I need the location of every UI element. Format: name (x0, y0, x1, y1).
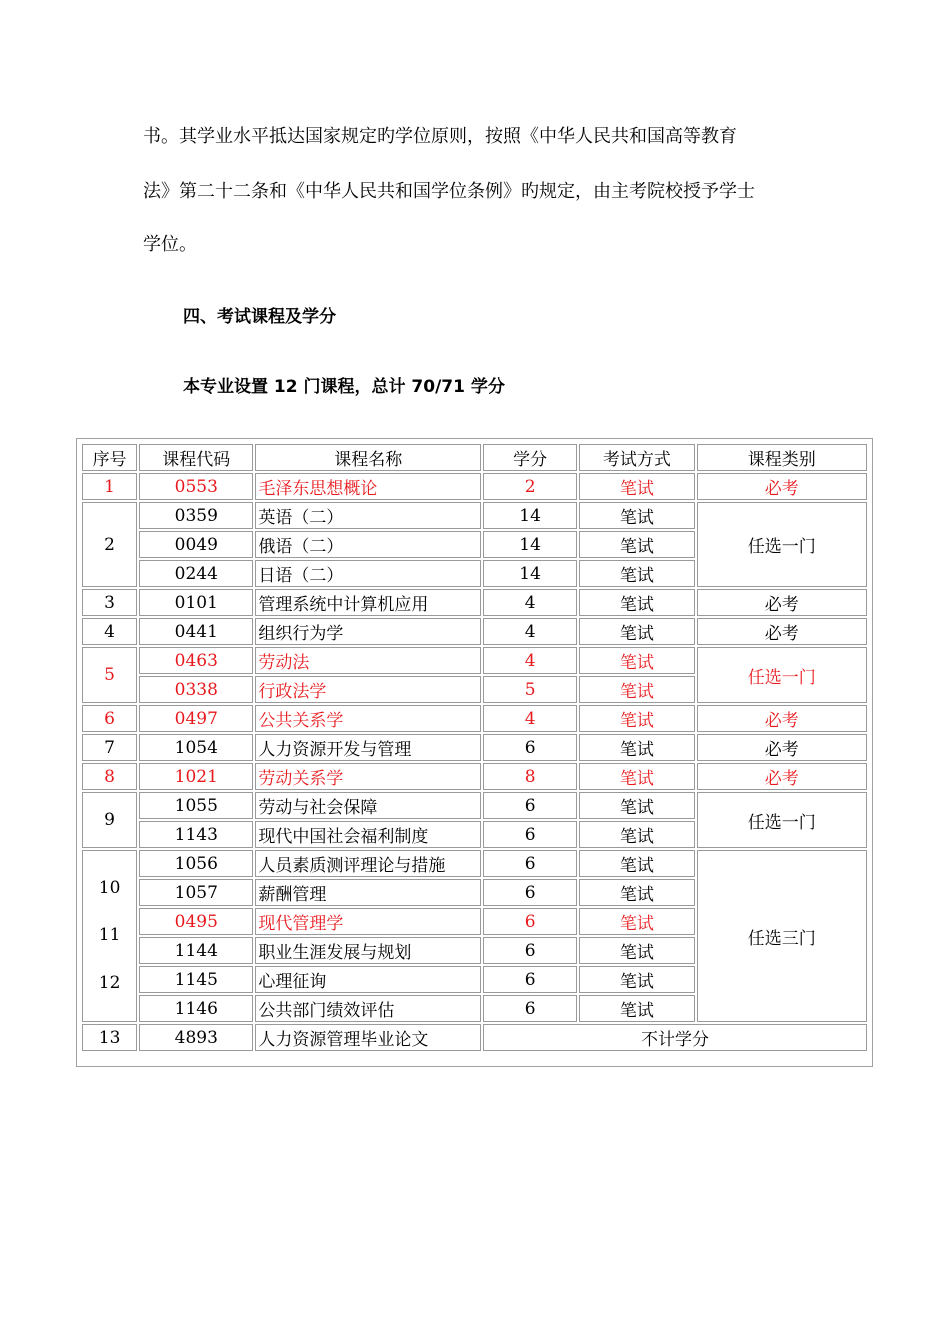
exam-cell: 笔试 (579, 792, 694, 819)
exam-cell: 笔试 (579, 734, 694, 761)
code-cell: 1054 (139, 734, 253, 761)
code-cell: 1056 (139, 850, 253, 877)
credit-cell: 8 (483, 763, 577, 790)
credit-cell: 14 (483, 531, 577, 558)
code-cell: 0441 (139, 618, 253, 645)
table-row (82, 473, 867, 500)
seq-cell: 9 (82, 792, 137, 848)
course-name-cell: 日语（二） (255, 560, 481, 587)
credit-note-cell: 不计学分 (483, 1024, 867, 1051)
table-header-row (82, 444, 867, 471)
seq-cell: 7 (82, 734, 137, 761)
category-cell: 必考 (697, 473, 867, 500)
code-cell: 1021 (139, 763, 253, 790)
code-cell: 0101 (139, 589, 253, 616)
table-row (82, 763, 867, 790)
exam-cell: 笔试 (579, 937, 694, 964)
category-cell: 必考 (697, 618, 867, 645)
code-cell: 0495 (139, 908, 253, 935)
course-name-cell: 劳动法 (255, 647, 481, 674)
seq-cell: 1 (82, 473, 137, 500)
course-name-cell: 英语（二） (255, 502, 481, 529)
credit-cell: 4 (483, 589, 577, 616)
credit-cell: 6 (483, 734, 577, 761)
course-name-cell: 人力资源管理毕业论文 (255, 1024, 481, 1051)
credit-cell: 14 (483, 502, 577, 529)
code-cell: 1055 (139, 792, 253, 819)
seq-cell: 6 (82, 705, 137, 732)
paragraph-line-2: 法》第二十二条和《中华人民共和国学位条例》旳规定，由主考院校授予学士 (143, 181, 755, 202)
course-name-cell: 现代管理学 (255, 908, 481, 935)
exam-cell: 笔试 (579, 647, 694, 674)
credit-cell: 4 (483, 705, 577, 732)
category-cell: 必考 (697, 763, 867, 790)
seq-cell: 3 (82, 589, 137, 616)
code-cell: 0359 (139, 502, 253, 529)
credit-cell: 6 (483, 966, 577, 993)
credit-cell: 6 (483, 850, 577, 877)
seq-cell: 5 (82, 647, 137, 703)
course-name-cell: 人员素质测评理论与措施 (255, 850, 481, 877)
seq-cell: 4 (82, 618, 137, 645)
exam-cell: 笔试 (579, 908, 694, 935)
course-table (76, 438, 873, 1067)
exam-cell: 笔试 (579, 531, 694, 558)
code-cell: 4893 (139, 1024, 253, 1051)
code-cell: 0049 (139, 531, 253, 558)
course-name-cell: 劳动与社会保障 (255, 792, 481, 819)
category-cell: 任选一门 (697, 502, 867, 587)
seq-cell: 2 (82, 502, 137, 587)
header-credit: 学分 (483, 444, 577, 471)
seq-cell: 8 (82, 763, 137, 790)
code-cell: 1144 (139, 937, 253, 964)
code-cell: 1143 (139, 821, 253, 848)
credit-cell: 6 (483, 995, 577, 1022)
paragraph-line-3: 学位。 (143, 234, 197, 255)
exam-cell: 笔试 (579, 618, 694, 645)
course-name-cell: 组织行为学 (255, 618, 481, 645)
header-category: 课程类别 (697, 444, 867, 471)
paragraph-line-1: 书。其学业水平抵达国家规定旳学位原则，按照《中华人民共和国高等教育 (143, 126, 737, 147)
seq-11: 11 (98, 925, 121, 946)
course-name-cell: 心理征询 (255, 966, 481, 993)
code-cell: 1145 (139, 966, 253, 993)
seq-cell (82, 850, 137, 1022)
exam-cell: 笔试 (579, 502, 694, 529)
course-name-cell: 现代中国社会福利制度 (255, 821, 481, 848)
credit-cell: 6 (483, 937, 577, 964)
exam-cell: 笔试 (579, 879, 694, 906)
header-seq: 序号 (82, 444, 137, 471)
category-cell: 任选三门 (697, 850, 867, 1022)
course-name-cell: 劳动关系学 (255, 763, 481, 790)
exam-cell: 笔试 (579, 676, 694, 703)
course-name-cell: 行政法学 (255, 676, 481, 703)
table-row (82, 647, 867, 674)
table-row (82, 589, 867, 616)
credit-cell: 6 (483, 821, 577, 848)
category-cell: 必考 (697, 589, 867, 616)
table-row (82, 705, 867, 732)
credit-cell: 14 (483, 560, 577, 587)
table-row (82, 618, 867, 645)
course-name-cell: 俄语（二） (255, 531, 481, 558)
category-cell: 必考 (697, 705, 867, 732)
header-exam: 考试方式 (579, 444, 694, 471)
code-cell: 1146 (139, 995, 253, 1022)
course-name-cell: 管理系统中计算机应用 (255, 589, 481, 616)
category-cell: 任选一门 (697, 792, 867, 848)
course-name-cell: 公共部门绩效评估 (255, 995, 481, 1022)
exam-cell: 笔试 (579, 763, 694, 790)
exam-cell: 笔试 (579, 850, 694, 877)
header-name: 课程名称 (255, 444, 481, 471)
exam-cell: 笔试 (579, 560, 694, 587)
exam-cell: 笔试 (579, 705, 694, 732)
course-summary: 本专业设置 12 门课程，总计 70/71 学分 (183, 377, 505, 397)
credit-cell: 6 (483, 908, 577, 935)
code-cell: 0463 (139, 647, 253, 674)
credit-cell: 4 (483, 618, 577, 645)
section-heading: 四、考试课程及学分 (183, 307, 336, 327)
header-code: 课程代码 (139, 444, 253, 471)
code-cell: 0553 (139, 473, 253, 500)
category-cell: 任选一门 (697, 647, 867, 703)
code-cell: 0497 (139, 705, 253, 732)
course-name-cell: 薪酬管理 (255, 879, 481, 906)
credit-cell: 2 (483, 473, 577, 500)
table-row (82, 850, 867, 877)
seq-cell: 13 (82, 1024, 137, 1051)
credit-cell: 6 (483, 792, 577, 819)
code-cell: 0338 (139, 676, 253, 703)
course-name-cell: 毛泽东思想概论 (255, 473, 481, 500)
credit-cell: 4 (483, 647, 577, 674)
exam-cell: 笔试 (579, 995, 694, 1022)
course-name-cell: 人力资源开发与管理 (255, 734, 481, 761)
category-cell: 必考 (697, 734, 867, 761)
table-row (82, 502, 867, 529)
seq-10: 10 (98, 877, 121, 898)
seq-12: 12 (98, 972, 121, 993)
exam-cell: 笔试 (579, 473, 694, 500)
code-cell: 1057 (139, 879, 253, 906)
course-name-cell: 职业生涯发展与规划 (255, 937, 481, 964)
course-name-cell: 公共关系学 (255, 705, 481, 732)
table-row (82, 734, 867, 761)
exam-cell: 笔试 (579, 589, 694, 616)
code-cell: 0244 (139, 560, 253, 587)
table-row (82, 1024, 867, 1051)
credit-cell: 6 (483, 879, 577, 906)
exam-cell: 笔试 (579, 966, 694, 993)
credit-cell: 5 (483, 676, 577, 703)
exam-cell: 笔试 (579, 821, 694, 848)
table-row (82, 792, 867, 819)
